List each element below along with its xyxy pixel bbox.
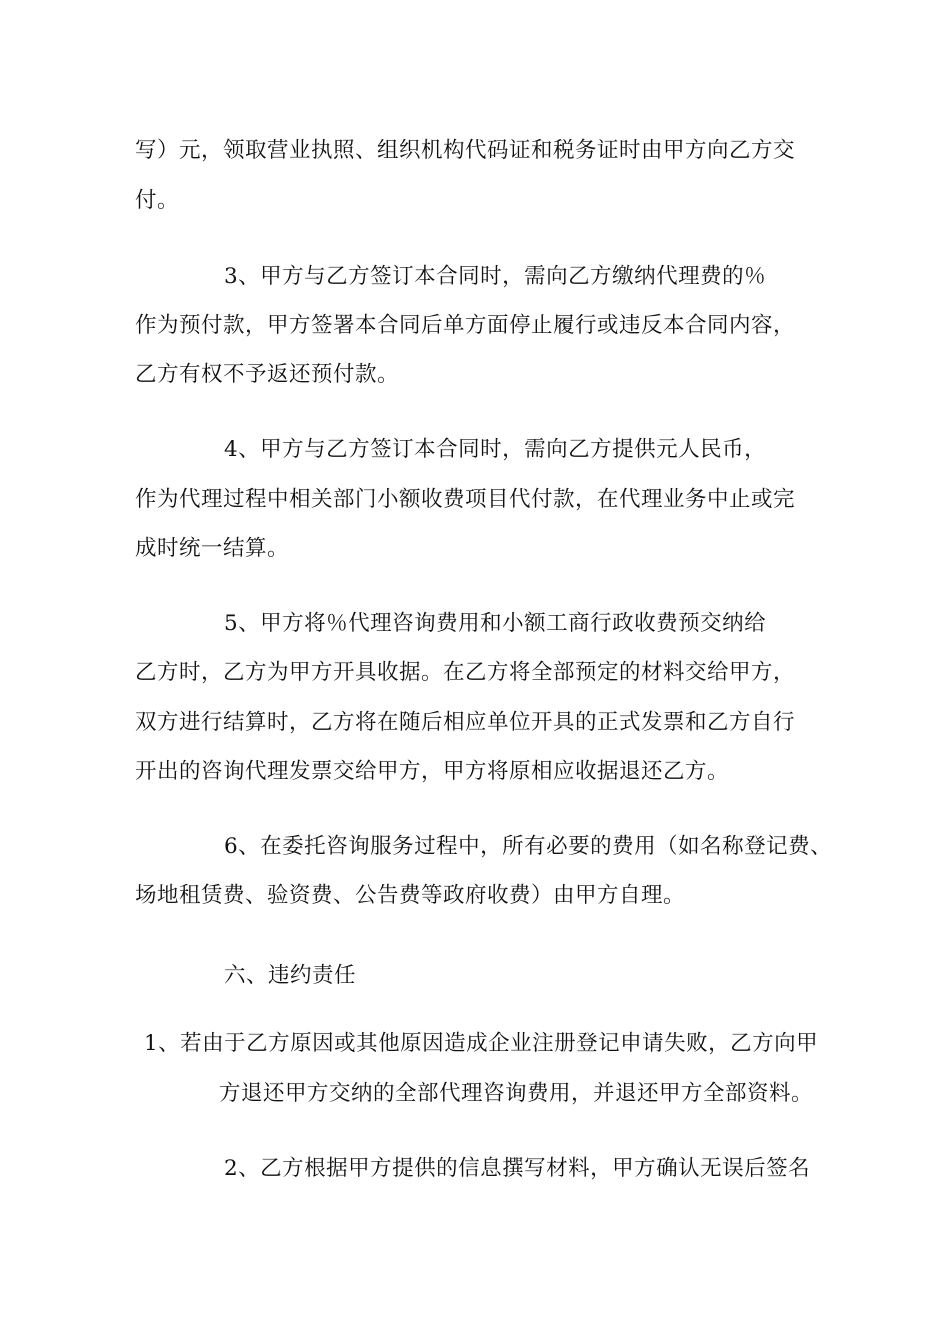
text-line: 场地租赁费、验资费、公告费等政府收费）由甲方自理。 bbox=[135, 883, 686, 908]
text-line: 方退还甲方交纳的全部代理咨询费用，并退还甲方全部资料。 bbox=[219, 1081, 814, 1106]
clause-3-line: 3、甲方与乙方签订本合同时，需向乙方缴纳代理费的％ bbox=[224, 264, 767, 289]
text-line: 付。 bbox=[135, 188, 180, 213]
penalty-clause-1-line: 1、若由于乙方原因或其他原因造成企业注册登记申请失败，乙方向甲 bbox=[144, 1031, 819, 1056]
text-line: 开出的咨询代理发票交给甲方，甲方将原相应收据退还乙方。 bbox=[135, 759, 730, 784]
text-line: 成时统一结算。 bbox=[135, 536, 290, 561]
text-line: 双方进行结算时，乙方将在随后相应单位开具的正式发票和乙方自行 bbox=[135, 710, 796, 735]
text-line: 乙方有权不予返还预付款。 bbox=[135, 362, 400, 387]
text-line: 作为预付款，甲方签署本合同后单方面停止履行或违反本合同内容， bbox=[135, 313, 796, 338]
text-line: 写）元，领取营业执照、组织机构代码证和税务证时由甲方向乙方交 bbox=[135, 138, 796, 163]
text-line: 乙方时，乙方为甲方开具收据。在乙方将全部预定的材料交给甲方， bbox=[135, 660, 796, 685]
clause-5-line: 5、甲方将％代理咨询费用和小额工商行政收费预交纳给 bbox=[224, 611, 767, 636]
section-heading: 六、违约责任 bbox=[224, 963, 357, 988]
text-line: 作为代理过程中相关部门小额收费项目代付款，在代理业务中止或完 bbox=[135, 487, 796, 512]
clause-4-line: 4、甲方与乙方签订本合同时，需向乙方提供元人民币， bbox=[224, 437, 767, 462]
clause-6-line: 6、在委托咨询服务过程中，所有必要的费用（如名称登记费、 bbox=[224, 834, 833, 859]
penalty-clause-2-line: 2、乙方根据甲方提供的信息撰写材料，甲方确认无误后签名 bbox=[224, 1156, 811, 1181]
